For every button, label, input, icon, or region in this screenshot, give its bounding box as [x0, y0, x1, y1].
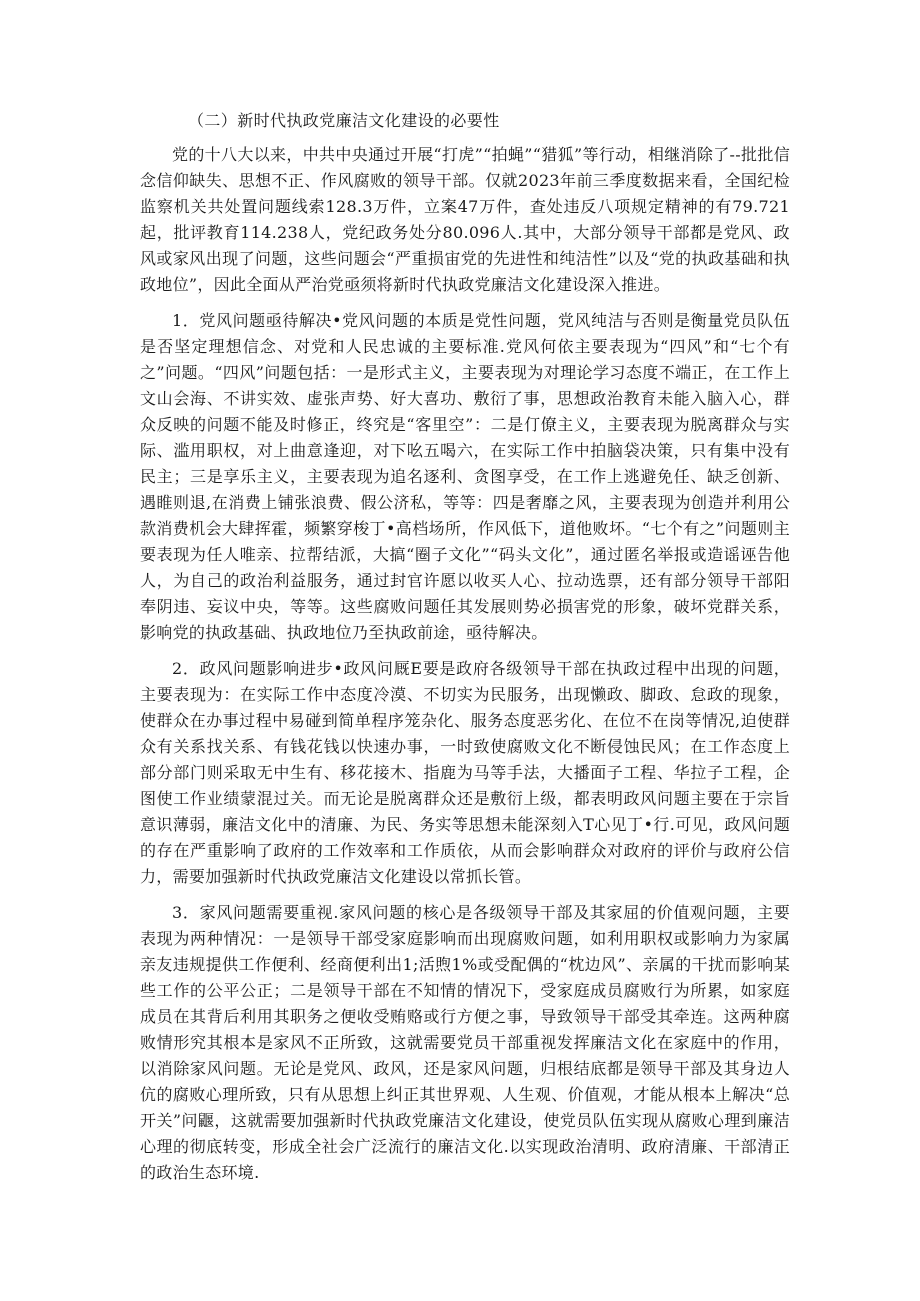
paragraph-government-style: 2．政风问题影响进步•政风问厩E要是政府各级领导干部在执政过程中出现的问题，主要表现为：在实际工作中态度冷漠、不切实为民服务，出现懒政、脚政、怠政的现象，使群众在办事过程中易碰到简单程序笼杂化、服务态度恶劣化、在位不在岗等情况,迫使群众有关系找关系、有钱花钱以快速办事，一时致使腐败文化不断侵蚀民风；在工作态度上部分部门则采取无中生有、移花接木、指鹿为马等手法，大播面子工程、华拉子工程，企图使工作业绩蒙混过关。而无论是脱离群众还是敷衍上级，都表明政风问题主要在于宗旨意识薄弱，廉洁文化中的清廉、为民、务实等思想未能深刻入T心见丁•行.可见，政风问题的存在严重影响了政府的工作效率和工作质依，从而会影响群众对政府的评价与政府公信力，需要加强新时代执政党廉洁文化建设以常抓长管。 [140, 659, 790, 886]
section-heading: （二）新时代执政党廉洁文化建设的必要性 [188, 111, 500, 130]
paragraph-family-style: 3．家风问题需要重视.家风问题的核心是各级领导干部及其家屈的价值观问题，主要表现为两种情况：一是领导干部受家庭影响而出现腐败问题，如利用职权或影响力为家属亲友违规提供工作便利、经商便利出1;活煦1%或受配偶的“枕边风”、亲属的干扰而影响某些工作的公平公正；二是领导干部在不知情的情况下，受家庭成员腐败行为所累，如家庭成员在其背后利用其职务之便收受贿赂或行方便之事，导致领导干部受其牵连。这两种腐败情形究其根本是家风不正所致，这就需要党员干部重视发挥廉洁文化在家庭中的作用，以消除家风问题。无论是党风、政风，还是家风问题，归根结底都是领导干部及其身边人伉的腐败心理所致，只有从思想上纠正其世界观、人生观、价值观，才能从根本上解决“总开关”问鼴，这就需要加强新时代执政党廉洁文化建设，使党员队伍实现从腐败心理到廉洁心理的彻底转变，形成全社会广泛流行的廉洁文化.以实现政治清明、政府清廉、干部清正的政治生态环境. [140, 903, 790, 1182]
paragraph-intro: 党的十八大以来，中共中央通过开展“打虎”“拍蝇”“猎狐”等行动，相继消除了--批批信念信仰缺失、思想不正、作风腐败的领导干部。仅就2023年前三季度数据来看，全国纪检监察机关共处置问题线索128.3万件，立案47万件，查处违反八项规定精神的有79.721起，批评教育114.238人，党纪政务处分80.096人.其中，大部分领导干部都是党风、政风或家风出现了问题，这些问题会“严重损宙党的先进性和纯洁性”以及“党的执政基础和执政地位”，因此全面从严治党亟须将新时代执政党廉洁文化建设深入推进。 [140, 145, 790, 294]
document-body [140, 108, 790, 1196]
paragraph-party-style: 1．党风问题亟待解决•党风问题的本质是党性问题，党风纯洁与否则是衡量党员队伍是否坚定理想信念、对党和人民忠诚的主要标准.党风何依主要表现为“四风”和“七个有之”问题。“四风”问题包括：一是形式主义，主要表现为对理论学习态度不端正，在工作上文山会海、不讲实效、虚张声势、好大喜功、敷衍了事，思想政治教育未能入脑入心，群众反映的问题不能及时修正，终究是“客里空”：二是仃僚主义，主要表现为脱离群众与实际、滥用职权，对上曲意逢迎，对下吆五喝六，在实际工作中拍脑袋决策，只有集中没有民主；三是享乐主义，主要表现为追名逐利、贪图享受，在工作上逃避免任、缺乏创新、遇睢则退,在消费上铺张浪费、假公济私，等等：四是奢靡之风，主要表现为创造并利用公款消费机会大肆挥霍，频繁穿梭丁•高档场所，作风低下，道他败坏。“七个有之”问题则主要表现为任人唯亲、拉帮结派，大搞“圈子文化”“码头文化”，通过匿名举报或造谣诬告他人，为自己的政治利益服务，通过封官许愿以收买人心、拉动选票，还有部分领导干部阳奉阴违、妄议中央，等等。这些腐败问题任其发展则势必损害党的形象，破坏党群关系，影响党的执政基础、执政地位乃至执政前途，亟待解决。 [140, 311, 790, 642]
